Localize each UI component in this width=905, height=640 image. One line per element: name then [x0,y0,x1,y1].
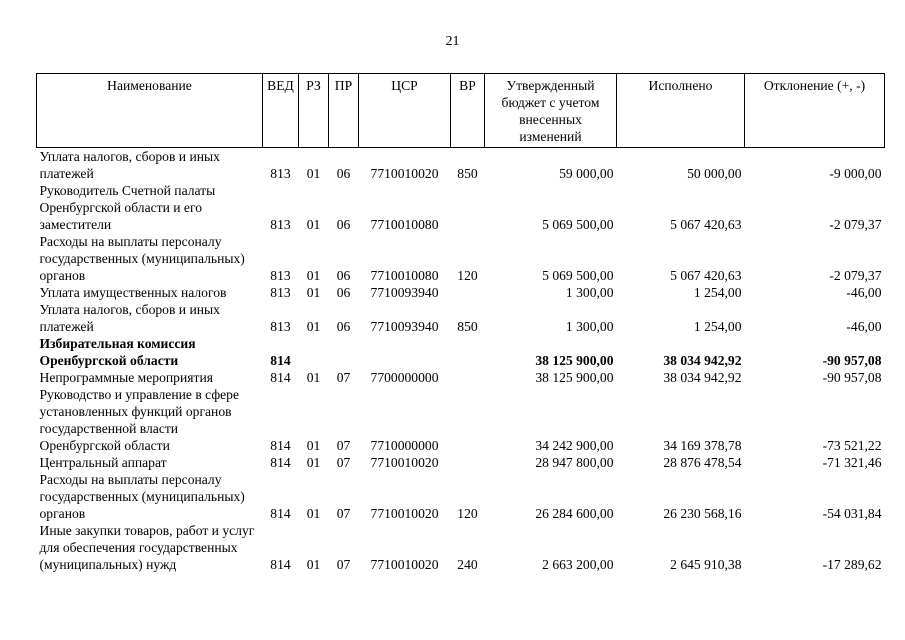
cell-rz: 01 [306,438,321,453]
cell-pr: 07 [336,438,351,453]
cell-executed: 1 254,00 [693,319,742,334]
cell-ved: 813 [270,268,291,283]
cell-ved: 813 [270,217,291,232]
table-row [37,522,885,573]
cell-vr: 120 [457,268,478,283]
cell-ved: 814 [270,506,291,521]
header-csr: ЦСР [359,74,451,148]
cell-rz: 01 [306,319,321,334]
cell-name: Расходы на выплаты персоналу государственных (муниципальных) органов [39,234,245,283]
cell-approved: 38 125 900,00 [535,353,614,368]
table-row [37,454,885,471]
cell-csr: 7710010080 [370,268,439,283]
cell-rz: 01 [306,506,321,521]
cell-name: Руководитель Счетной палаты Оренбургской области и его заместители [39,183,216,232]
cell-pr: 07 [336,455,351,470]
table-row [37,386,885,454]
cell-ved: 814 [270,353,291,368]
cell-rz: 01 [306,370,321,385]
cell-ved: 814 [270,438,291,453]
cell-rz: 01 [306,285,321,300]
cell-pr: 06 [336,166,351,181]
cell-name: Избирательная комиссия Оренбургской области [39,336,196,368]
cell-rz: 01 [306,217,321,232]
cell-deviation: -54 031,84 [822,506,882,521]
cell-name: Уплата имущественных налогов [39,285,227,300]
header-ved: ВЕД [263,74,299,148]
cell-deviation: -2 079,37 [829,217,882,232]
cell-pr: 07 [336,506,351,521]
header-executed: Исполнено [617,74,745,148]
cell-executed: 38 034 942,92 [663,353,742,368]
cell-executed: 28 876 478,54 [663,455,742,470]
cell-approved: 38 125 900,00 [535,370,614,385]
cell-name: Центральный аппарат [39,455,167,470]
table-row [37,233,885,284]
table-row [37,148,885,183]
cell-deviation: -46,00 [846,285,882,300]
cell-name: Уплата налогов, сборов и иных платежей [39,149,220,181]
cell-rz: 01 [306,557,321,572]
cell-csr: 7710093940 [370,319,439,334]
cell-vr [451,182,485,233]
cell-approved: 5 069 500,00 [542,217,614,232]
cell-executed: 50 000,00 [687,166,742,181]
cell-pr [329,335,359,369]
cell-pr: 06 [336,319,351,334]
cell-pr: 06 [336,285,351,300]
cell-ved: 813 [270,166,291,181]
cell-vr: 240 [457,557,478,572]
cell-csr: 7700000000 [370,370,439,385]
cell-approved: 28 947 800,00 [535,455,614,470]
cell-deviation: -73 521,22 [822,438,882,453]
cell-vr [451,454,485,471]
cell-executed: 2 645 910,38 [670,557,742,572]
header-vr: ВР [451,74,485,148]
cell-ved: 813 [270,319,291,334]
cell-approved: 5 069 500,00 [542,268,614,283]
cell-deviation: -2 079,37 [829,268,882,283]
table-row [37,369,885,386]
cell-csr: 7710010080 [370,217,439,232]
cell-pr: 07 [336,370,351,385]
cell-vr: 850 [457,166,478,181]
cell-vr: 120 [457,506,478,521]
header-approved: Утвержденный бюджет с учетом внесенных изменений [485,74,617,148]
cell-deviation: -46,00 [846,319,882,334]
cell-csr: 7710000000 [370,438,439,453]
cell-vr [451,335,485,369]
cell-rz: 01 [306,455,321,470]
header-deviation: Отклонение (+, -) [745,74,885,148]
cell-vr [451,284,485,301]
cell-deviation: -90 957,08 [822,353,882,368]
cell-approved: 34 242 900,00 [535,438,614,453]
cell-ved: 813 [270,285,291,300]
cell-vr [451,386,485,454]
header-name: Наименование [37,74,263,148]
cell-csr: 7710010020 [370,557,439,572]
page-number: 21 [445,34,460,49]
cell-name: Расходы на выплаты персоналу государственных (муниципальных) органов [39,472,245,521]
cell-ved: 814 [270,455,291,470]
header-pr: ПР [329,74,359,148]
cell-rz: 01 [306,166,321,181]
cell-approved: 26 284 600,00 [535,506,614,521]
budget-table [36,73,885,573]
table-header [37,74,885,148]
cell-name: Иные закупки товаров, работ и услуг для обеспечения государственных (муниципальных) нужд [39,523,255,572]
cell-vr: 850 [457,319,478,334]
cell-executed: 5 067 420,63 [670,268,742,283]
cell-name: Руководство и управление в сфере установленных функций органов государственной власти Оренбургской области [39,387,240,453]
cell-approved: 2 663 200,00 [542,557,614,572]
cell-executed: 38 034 942,92 [663,370,742,385]
cell-executed: 34 169 378,78 [663,438,742,453]
cell-name: Уплата налогов, сборов и иных платежей [39,302,220,334]
cell-name: Непрограммные мероприятия [39,370,213,385]
cell-deviation: -90 957,08 [822,370,882,385]
cell-rz [299,335,329,369]
cell-executed: 5 067 420,63 [670,217,742,232]
cell-pr: 07 [336,557,351,572]
cell-csr: 7710010020 [370,455,439,470]
cell-executed: 1 254,00 [693,285,742,300]
cell-approved: 1 300,00 [565,319,614,334]
table-row [37,335,885,369]
cell-vr [451,369,485,386]
cell-csr: 7710010020 [370,166,439,181]
table-row [37,182,885,233]
header-rz: РЗ [299,74,329,148]
cell-approved: 1 300,00 [565,285,614,300]
cell-ved: 814 [270,370,291,385]
cell-approved: 59 000,00 [559,166,614,181]
cell-executed: 26 230 568,16 [663,506,742,521]
cell-csr: 7710093940 [370,285,439,300]
cell-pr: 06 [336,217,351,232]
cell-deviation: -9 000,00 [829,166,882,181]
table-body [37,148,885,574]
cell-deviation: -17 289,62 [822,557,882,572]
cell-deviation: -71 321,46 [822,455,882,470]
table-row [37,301,885,335]
table-row [37,471,885,522]
cell-csr [359,335,451,369]
cell-ved: 814 [270,557,291,572]
cell-pr: 06 [336,268,351,283]
cell-csr: 7710010020 [370,506,439,521]
cell-rz: 01 [306,268,321,283]
table-row [37,284,885,301]
